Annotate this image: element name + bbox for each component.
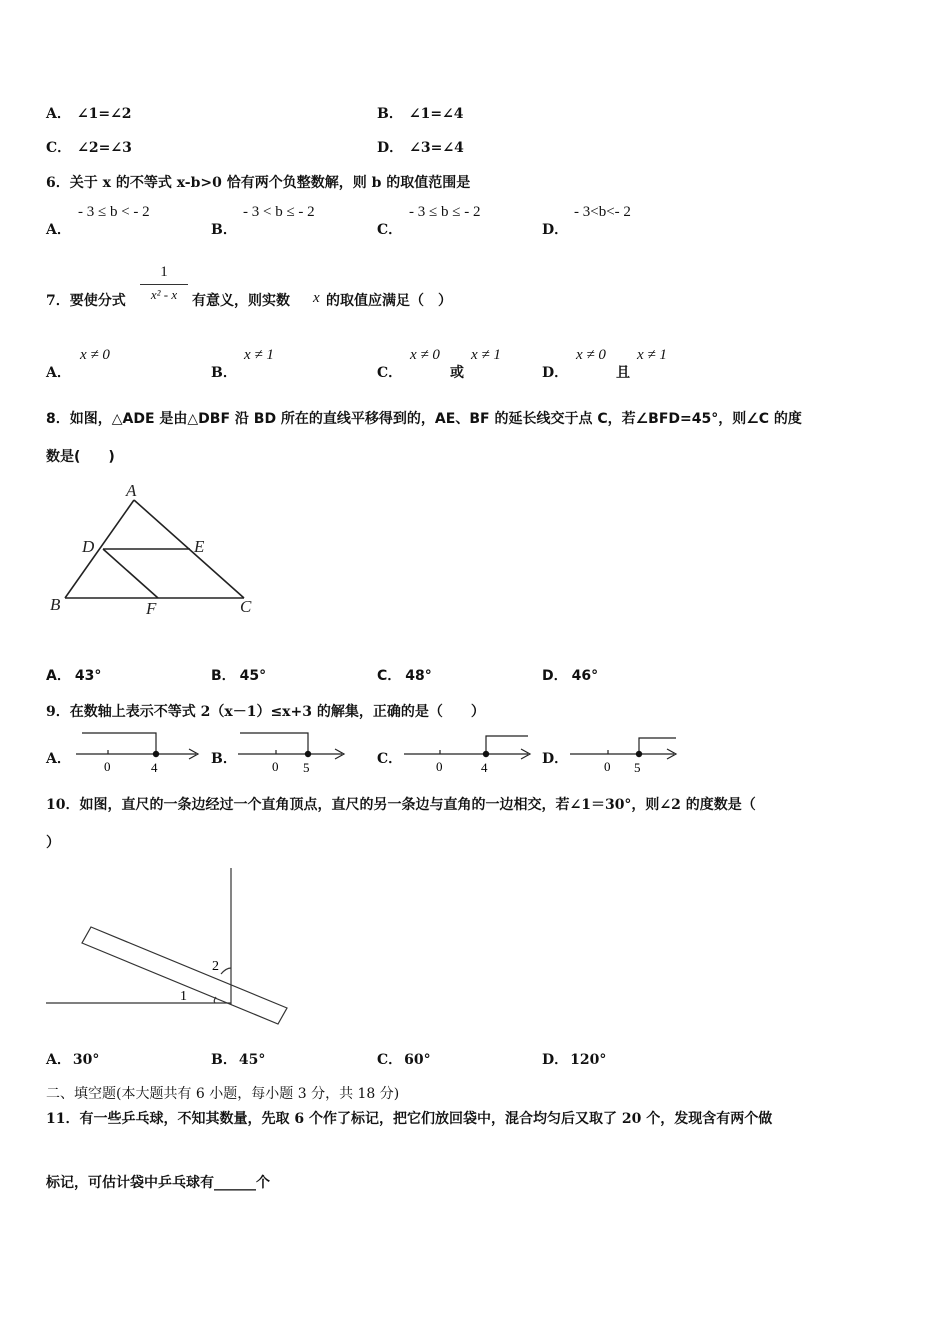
q7-option-d-math2: x ≠ 1 [637, 347, 667, 363]
q7-option-a-math: x ≠ 0 [80, 347, 110, 363]
q8-option-a: A． 43° [46, 668, 102, 684]
q9-option-b-letter: B． [211, 751, 237, 767]
q9-c-solid-dot [483, 751, 489, 757]
q7-option-d-math1: x ≠ 0 [576, 347, 606, 363]
q7-frac-denominator: x² - x [150, 287, 178, 302]
q8-stem-line2: 数是( ) [46, 449, 115, 465]
q9-c-solution-bracket [486, 736, 528, 754]
q9-d-label-mark: 5 [634, 760, 641, 775]
q11-line1: 11．有一些乒乓球，不知其数量，先取 6 个作了标记，把它们放回袋中，混合均匀后又取了 20 个，发现含有两个做 [46, 1111, 773, 1127]
q10-stem-line1: 10．如图，直尺的一条边经过一个直角顶点，直尺的另一条边与直角的一边相交，若∠1＝30°，则∠2 的度数是（ [46, 797, 756, 813]
q7-option-c-math1: x ≠ 0 [410, 347, 440, 363]
q7-fraction [140, 262, 188, 305]
q8-stem-line1: 8．如图，△ADE 是由△DBF 沿 BD 所在的直线平移得到的，AE、BF 的延长线交于点 C，若∠BFD=45°，则∠C 的度 [46, 411, 802, 427]
q7-option-b-letter: B． [211, 365, 237, 381]
q5-option-a: A． ∠1=∠2 [46, 106, 132, 122]
q9-option-a-letter: A． [46, 751, 71, 767]
q8-option-c: C． 48° [377, 668, 432, 684]
q7-option-c-conj: 或 [450, 365, 464, 381]
q7-option-b-math: x ≠ 1 [244, 347, 274, 363]
q9-d-solid-dot [636, 751, 642, 757]
q7-option-a-letter: A． [46, 365, 71, 381]
q9-option-d-letter: D． [542, 751, 569, 767]
q9-a-solution-bracket [82, 733, 156, 754]
q7-option-d-letter: D． [542, 365, 569, 381]
q5-option-d: D． ∠3=∠4 [377, 140, 464, 156]
q9-c-label-zero: 0 [436, 759, 443, 774]
q6-stem: 6．关于 x 的不等式 x-b>0 恰有两个负整数解，则 b 的取值范围是 [46, 175, 471, 191]
q8-label-c: C [240, 597, 252, 616]
q9-option-b-numberline [236, 726, 348, 776]
q6-option-d-letter: D． [542, 222, 569, 238]
q9-option-d-numberline [568, 726, 682, 776]
q9-a-label-mark: 4 [151, 760, 158, 775]
q9-d-label-zero: 0 [604, 759, 611, 774]
q9-b-label-zero: 0 [272, 759, 279, 774]
q7-frac-numerator: 1 [160, 264, 168, 280]
q7-stem-pre: 7．要使分式 [46, 293, 126, 309]
q9-a-label-zero: 0 [104, 759, 111, 774]
q9-b-solid-dot [305, 751, 311, 757]
q10-option-c: C． 60° [377, 1052, 431, 1068]
q8-option-b: B． 45° [211, 668, 267, 684]
q11-line2: 标记，可估计袋中乒乓球有______个 [46, 1175, 270, 1191]
q6-option-b-math: - 3 < b ≤ - 2 [243, 204, 315, 220]
q8-triangle-figure [40, 480, 280, 620]
q8-label-d: D [82, 537, 95, 556]
q9-c-label-mark: 4 [481, 760, 488, 775]
q8-label-f: F [146, 599, 157, 618]
q7-stem-post: 有意义，则实数 [192, 293, 290, 309]
q6-option-b-letter: B． [211, 222, 237, 238]
q10-option-d: D． 120° [542, 1052, 607, 1068]
q9-b-label-mark: 5 [303, 760, 310, 775]
q8-option-d: D． 46° [542, 668, 599, 684]
q10-option-b: B． 45° [211, 1052, 266, 1068]
q6-option-c-letter: C． [377, 222, 403, 238]
q9-option-c-letter: C． [377, 751, 403, 767]
q7-option-d-conj: 且 [616, 365, 630, 381]
q8-label-e: E [194, 537, 205, 556]
q10-ruler [82, 927, 287, 1024]
q10-angle2-arc [221, 968, 231, 974]
q9-b-solution-bracket [240, 733, 308, 754]
q7-option-c-letter: C． [377, 365, 403, 381]
q7-var: x [313, 290, 320, 306]
q8-label-b: B [50, 595, 61, 614]
q5-option-b: B． ∠1=∠4 [377, 106, 464, 122]
q6-option-a-math: - 3 ≤ b < - 2 [78, 204, 150, 220]
q9-a-solid-dot [153, 751, 159, 757]
q6-option-a-letter: A． [46, 222, 71, 238]
q6-option-c-math: - 3 ≤ b ≤ - 2 [409, 204, 481, 220]
q10-angle2-label: 2 [212, 959, 219, 974]
q5-option-c: C． ∠2=∠3 [46, 140, 132, 156]
q9-stem: 9．在数轴上表示不等式 2（x－1）≤x+3 的解集，正确的是（ ） [46, 704, 485, 720]
q9-option-c-numberline [402, 726, 536, 776]
q6-option-d-math: - 3<b<- 2 [574, 204, 631, 220]
section2-heading: 二、填空题(本大题共有 6 小题，每小题 3 分，共 18 分) [46, 1086, 400, 1102]
q8-segment-df [103, 549, 158, 598]
q10-stem-line2: ） [46, 835, 60, 851]
q7-option-c-math2: x ≠ 1 [471, 347, 501, 363]
q7-stem-end: 的取值应满足（ ） [326, 293, 452, 309]
q10-option-a: A． 30° [46, 1052, 100, 1068]
q9-option-a-numberline [72, 726, 204, 776]
q10-ruler-figure [40, 860, 300, 1035]
q8-label-a: A [126, 481, 137, 500]
q10-angle1-label: 1 [180, 989, 187, 1004]
